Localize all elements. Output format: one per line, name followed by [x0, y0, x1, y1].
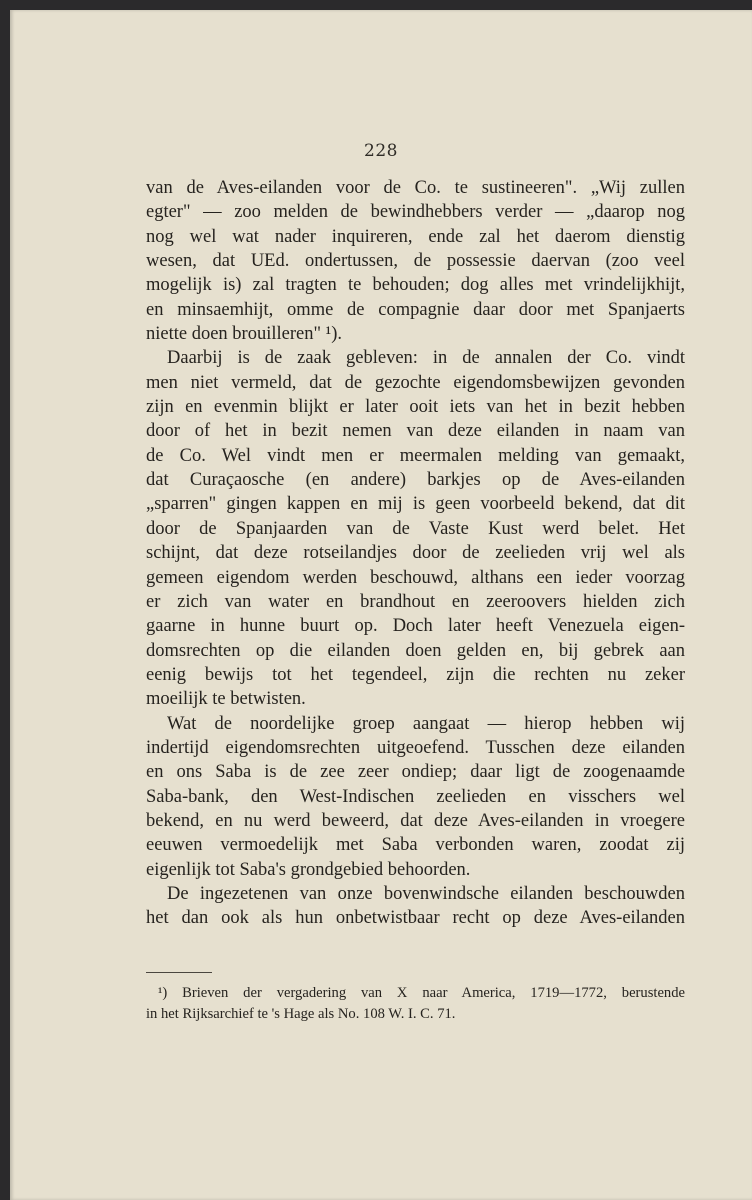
- text-line: Wat de noordelijke groep aangaat — hierop hebben wij: [167, 713, 685, 734]
- paragraph-4: [146, 882, 685, 931]
- text-line: bekend, en nu werd beweerd, dat deze Aves-eilanden in vroegere: [146, 810, 685, 831]
- body-text: [146, 176, 685, 931]
- text-line: gemeen eigendom werden beschouwd, althans een ieder voorzag: [146, 567, 685, 588]
- text-line: De ingezetenen van onze bovenwindsche eilanden beschouwden: [167, 883, 685, 904]
- book-page: [10, 10, 752, 1200]
- text-line: eigenlijk tot Saba's grondgebied behoorden.: [146, 859, 471, 880]
- text-line: en ons Saba is de zee zeer ondiep; daar ligt de zoogenaamde: [146, 762, 685, 783]
- text-line: gaarne in hunne buurt op. Doch later heeft Venezuela eigen-: [146, 616, 685, 637]
- text-line: dat Curaçaosche (en andere) barkjes op de Aves-eilanden: [146, 470, 685, 491]
- text-line: nog wel wat nader inquireren, ende zal het daerom dienstig: [146, 226, 685, 247]
- text-line: eenig bewijs tot het tegendeel, zijn die rechten nu zeker: [146, 664, 685, 685]
- paragraph-2: [146, 346, 685, 711]
- page-number: 228: [364, 141, 398, 161]
- text-line: domsrechten op die eilanden doen gelden en, bij gebrek aan: [146, 640, 685, 661]
- text-line: door of het in bezit nemen van deze eilanden in naam van: [146, 421, 685, 442]
- text-line: mogelijk is) zal tragten te behouden; dog alles met vrindelijkhijt,: [146, 275, 685, 296]
- text-line: eeuwen vermoedelijk met Saba verbonden waren, zoodat zij: [146, 835, 685, 856]
- footnote: [146, 983, 685, 1025]
- text-line: de Co. Wel vindt men er meermalen melding van gemaakt,: [146, 445, 685, 466]
- footnote-line: ¹) Brieven der vergadering van X naar America, 1719—1772, berustende: [158, 985, 685, 1001]
- text-line: wesen, dat UEd. ondertussen, de possessie daervan (zoo veel: [146, 251, 685, 272]
- text-line: moeilijk te betwisten.: [146, 689, 306, 710]
- text-line: er zich van water en brandhout en zeeroovers hielden zich: [146, 591, 685, 612]
- text-line: schijnt, dat deze rotseilandjes door de zeelieden vrij wel als: [146, 543, 685, 564]
- text-line: zijn en evenmin blijkt er later ooit iets van het in bezit hebben: [146, 397, 685, 418]
- text-line: door de Spanjaarden van de Vaste Kust werd belet. Het: [146, 518, 685, 539]
- footnote-line: in het Rijksarchief te 's Hage als No. 108 W. I. C. 71.: [146, 1006, 456, 1022]
- footnote-divider: [146, 972, 212, 973]
- text-line: het dan ook als hun onbetwistbaar recht op deze Aves-eilanden: [146, 908, 685, 929]
- text-line: Daarbij is de zaak gebleven: in de annalen der Co. vindt: [167, 348, 685, 369]
- paragraph-1: [146, 176, 685, 346]
- text-line: men niet vermeld, dat de gezochte eigendomsbewijzen gevonden: [146, 372, 685, 393]
- text-line: niette doen brouilleren" ¹).: [146, 324, 342, 345]
- text-line: indertijd eigendomsrechten uitgeoefend. Tusschen deze eilanden: [146, 737, 685, 758]
- text-line: egter" — zoo melden de bewindhebbers verder — „daarop nog: [146, 202, 685, 223]
- text-line: Saba-bank, den West-Indischen zeelieden en visschers wel: [146, 786, 685, 807]
- paragraph-3: [146, 712, 685, 882]
- text-line: van de Aves-eilanden voor de Co. te sustineeren". „Wij zullen: [146, 178, 685, 198]
- text-line: en minsaemhijt, omme de compagnie daar door met Spanjaerts: [146, 299, 685, 320]
- text-line: „sparren" gingen kappen en mij is geen voorbeeld bekend, dat dit: [146, 494, 685, 515]
